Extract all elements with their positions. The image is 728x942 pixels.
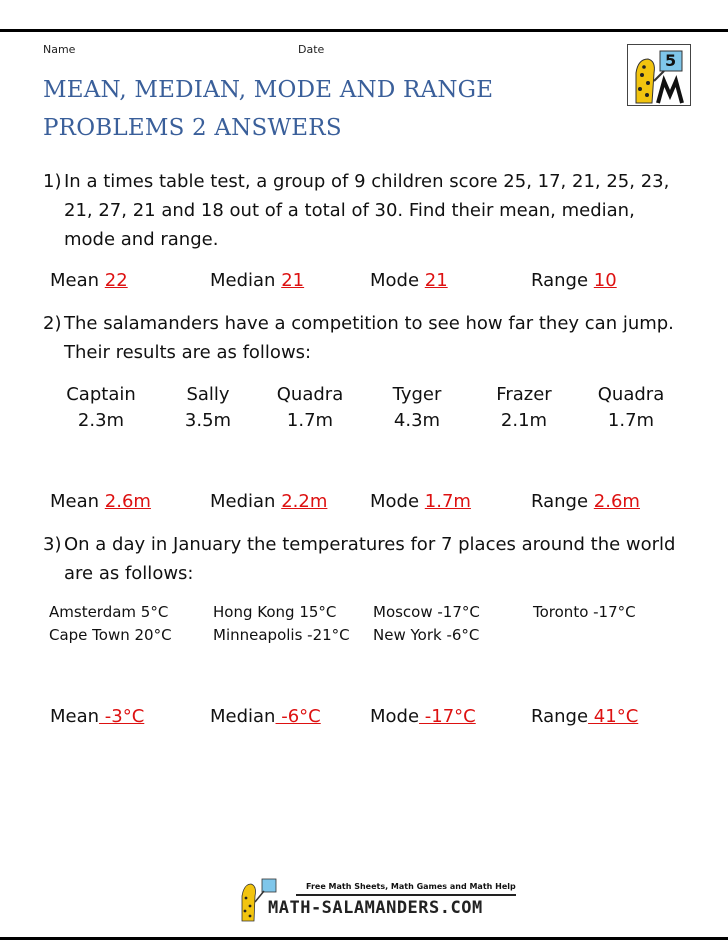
footer-tagline: Free Math Sheets, Math Games and Math Help (306, 882, 516, 891)
jump-distance: 1.7m (607, 410, 655, 431)
salamander-name: Sally (186, 384, 230, 405)
temperature-item: Moscow -17°C (373, 603, 480, 621)
question-3 (43, 530, 683, 588)
mean-label: Mean (50, 706, 100, 727)
q2-mode-value: 1.7m (424, 491, 471, 512)
salamander-name: Captain (66, 384, 136, 405)
q2-mean-value: 2.6m (104, 491, 151, 512)
q3-mode-value: -17°C (419, 706, 476, 727)
q2-median (210, 491, 327, 512)
date-label: Date (298, 43, 325, 56)
median-label: Median (210, 491, 276, 512)
bottom-rule (0, 937, 728, 940)
mode-label: Mode (370, 270, 420, 291)
jump-entry (56, 382, 146, 434)
q3-mode (370, 706, 476, 727)
temperature-item: Toronto -17°C (533, 603, 636, 621)
jump-entry (265, 382, 355, 434)
range-label: Range (531, 706, 589, 727)
jump-distance: 1.7m (286, 410, 334, 431)
mode-label: Mode (370, 491, 420, 512)
jump-entry (372, 382, 462, 434)
q3-range-value: 41°C (588, 706, 639, 727)
jump-entry (479, 382, 569, 434)
q1-mean (50, 270, 128, 291)
jump-distance: 2.3m (77, 410, 125, 431)
salamander-logo (627, 44, 691, 106)
question-3-number: 3) (43, 534, 62, 555)
q3-mean (50, 706, 144, 727)
q1-range (531, 270, 617, 291)
footer-rule (296, 894, 516, 896)
question-3-text: On a day in January the temperatures for 7 places around the world are as follows: (64, 534, 676, 584)
temperature-item: Cape Town 20°C (49, 626, 172, 644)
page-title-line2: PROBLEMS 2 ANSWERS (43, 115, 342, 141)
q1-median-value: 21 (281, 270, 305, 291)
q2-mean (50, 491, 151, 512)
range-label: Range (531, 270, 589, 291)
q2-range (531, 491, 640, 512)
page-title-line1: MEAN, MEDIAN, MODE AND RANGE (43, 77, 494, 103)
q1-median (210, 270, 304, 291)
question-2-number: 2) (43, 313, 62, 334)
jump-distance: 3.5m (184, 410, 232, 431)
range-label: Range (531, 491, 589, 512)
q1-mode-value: 21 (424, 270, 448, 291)
q2-mode (370, 491, 471, 512)
median-label: Median (210, 270, 276, 291)
name-label: Name (43, 43, 76, 56)
q3-median-value: -6°C (275, 706, 321, 727)
salamander-name: Frazer (496, 384, 552, 405)
salamander-name: Quadra (597, 384, 665, 405)
footer-brand: MATH-SALAMANDERS.COM (268, 898, 483, 918)
mean-label: Mean (50, 491, 100, 512)
q2-median-value: 2.2m (281, 491, 328, 512)
salamander-icon (628, 45, 690, 105)
q1-mode (370, 270, 448, 291)
temperature-item: New York -6°C (373, 626, 480, 644)
temperature-item: Hong Kong 15°C (213, 603, 337, 621)
temperature-item: Amsterdam 5°C (49, 603, 169, 621)
q3-range (531, 706, 638, 727)
salamander-name: Tyger (392, 384, 442, 405)
temperature-item: Minneapolis -21°C (213, 626, 350, 644)
jump-entry (163, 382, 253, 434)
q3-mean-value: -3°C (99, 706, 145, 727)
median-label: Median (210, 706, 276, 727)
logo-number: 5 (665, 51, 677, 70)
jump-distance: 2.1m (500, 410, 548, 431)
mode-label: Mode (370, 706, 420, 727)
q1-range-value: 10 (593, 270, 617, 291)
q2-range-value: 2.6m (593, 491, 640, 512)
question-2 (43, 309, 683, 367)
question-1 (43, 167, 683, 254)
mean-label: Mean (50, 270, 100, 291)
top-rule (0, 29, 728, 32)
jump-entry (586, 382, 676, 434)
jump-distance: 4.3m (393, 410, 441, 431)
question-1-number: 1) (43, 171, 62, 192)
salamander-name: Quadra (276, 384, 344, 405)
question-1-text: In a times table test, a group of 9 children score 25, 17, 21, 25, 23, 21, 27, 21 and 18 out of a total of 30. Find their mean, median, mode and range. (64, 171, 670, 250)
question-2-text: The salamanders have a competition to see how far they can jump. Their results are as follows: (64, 313, 674, 363)
q1-mean-value: 22 (104, 270, 128, 291)
q3-median (210, 706, 321, 727)
